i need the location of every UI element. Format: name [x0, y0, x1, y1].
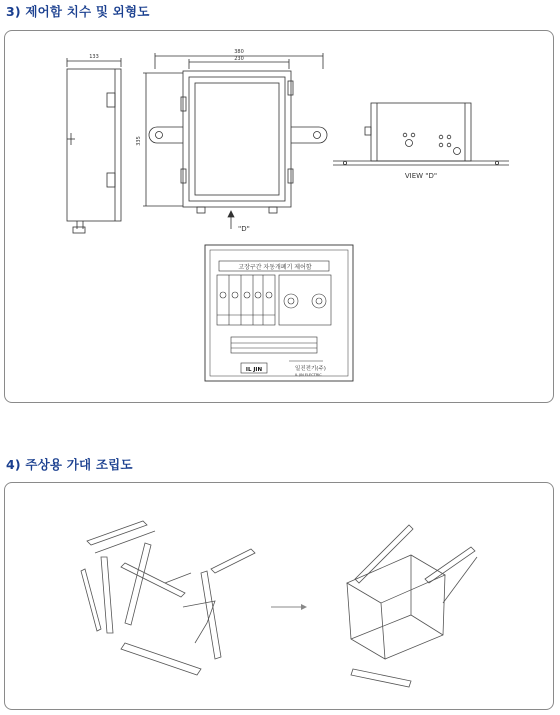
pole-mount-assembly-drawing: [5, 483, 555, 711]
enclosure-drawing: [5, 31, 555, 404]
dim-overall-width: 380: [234, 49, 244, 55]
dim-side-width: 133: [89, 54, 99, 60]
nameplate-company-sub: IL JIN ELECTRIC: [295, 373, 322, 377]
view-arrow-label: "D": [238, 225, 250, 233]
view-d-label: VIEW "D": [404, 172, 438, 180]
section-title-pole-mount: 4) 주상용 가대 조립도: [6, 457, 133, 472]
dimension-drawing-panel: [4, 30, 554, 403]
nameplate-drawing: [205, 245, 353, 381]
nameplate-title: 고장구간 자동개폐기 제어함: [238, 264, 312, 271]
dim-height: 335: [136, 136, 142, 146]
dim-body-width: 230: [234, 56, 244, 62]
nameplate-brand: IL JIN: [245, 367, 263, 373]
pole-mount-drawing-panel: [4, 482, 554, 710]
section-title-dimensions: 3) 제어함 치수 및 외형도: [6, 4, 150, 19]
nameplate-company: 일진전기(주): [295, 366, 326, 372]
